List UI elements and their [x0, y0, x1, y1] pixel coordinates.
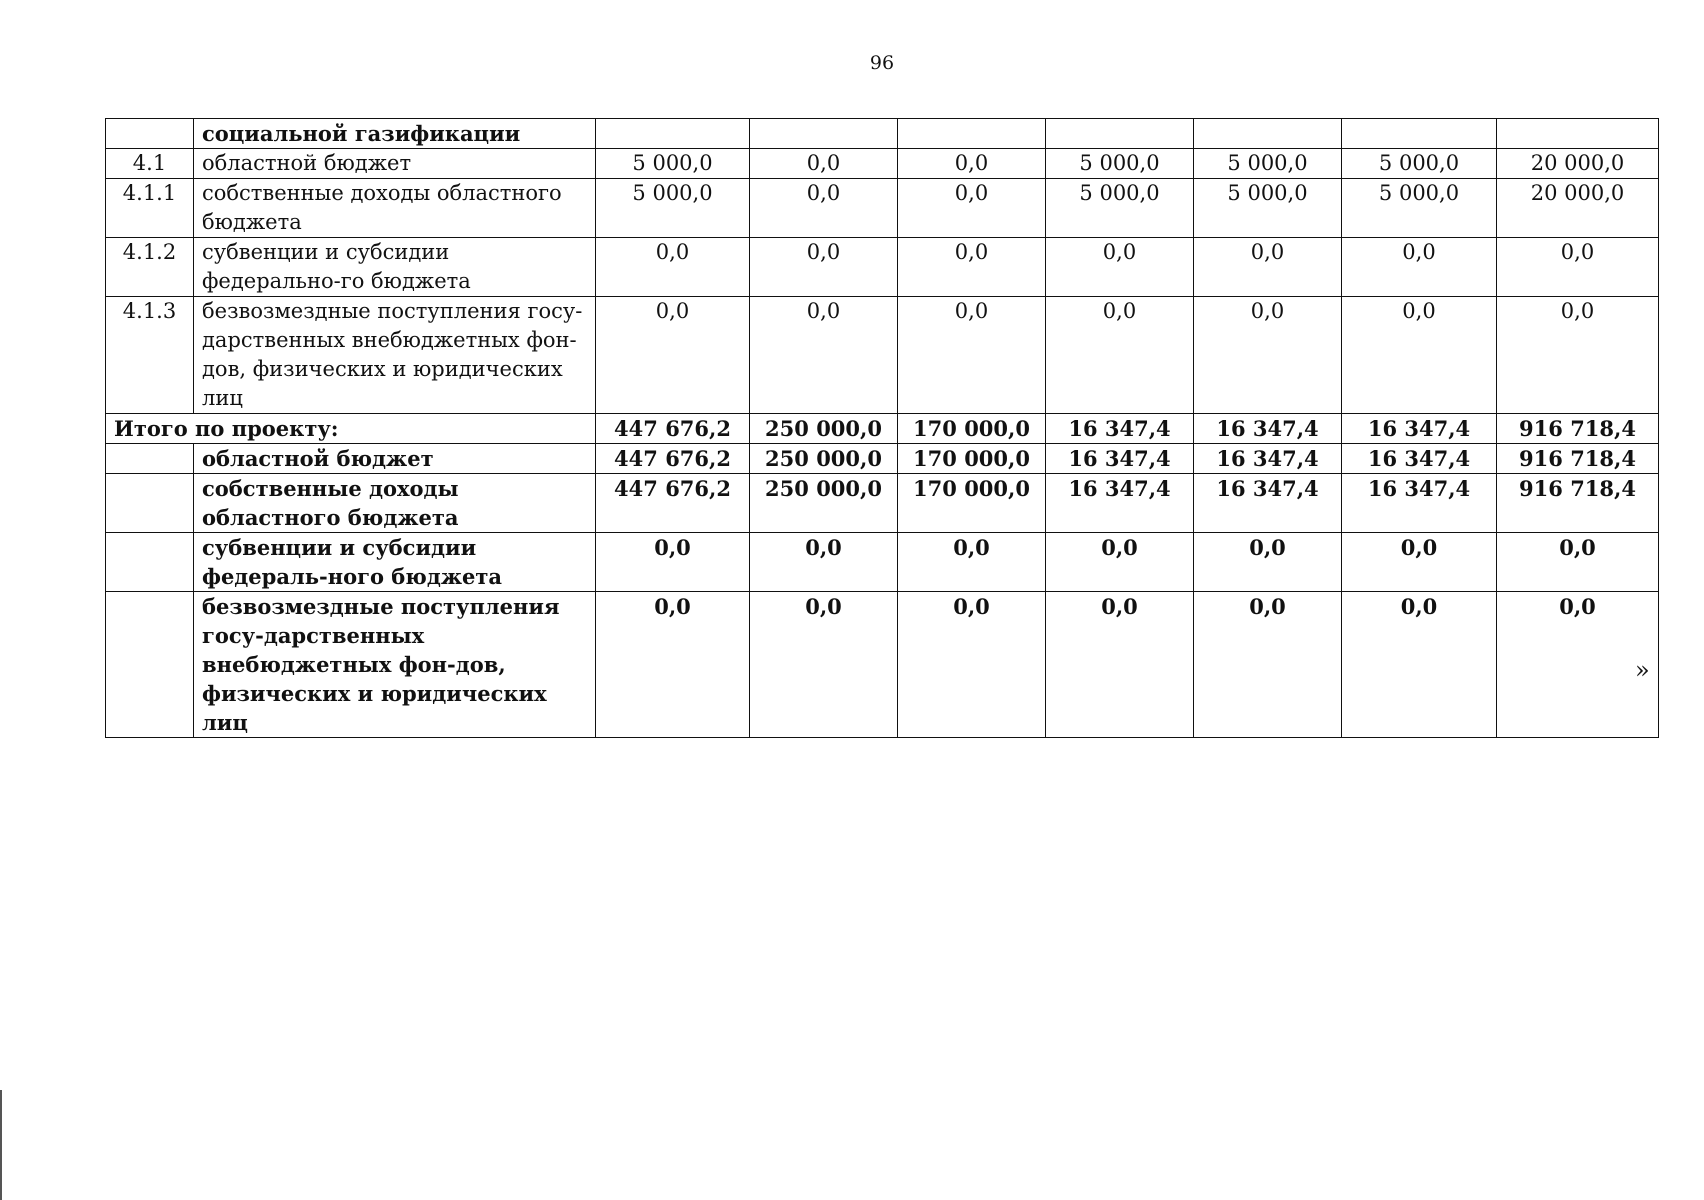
- row-value: 0,0: [750, 297, 898, 414]
- row-number: [106, 119, 194, 149]
- row-number: 4.1: [106, 149, 194, 179]
- total-label: Итого по проекту:: [106, 414, 596, 444]
- table-row: [106, 119, 1659, 149]
- total-breakdown-row: [106, 444, 1659, 474]
- total-value: 170 000,0: [898, 414, 1046, 444]
- budget-table: [105, 118, 1659, 738]
- row-value: 0,0: [898, 297, 1046, 414]
- breakdown-value: 0,0: [898, 533, 1046, 592]
- breakdown-value: 0,0: [1194, 533, 1342, 592]
- breakdown-value: 916 718,4: [1497, 444, 1659, 474]
- breakdown-value: 0,0: [596, 592, 750, 738]
- page-number: 96: [869, 52, 895, 74]
- breakdown-value: 170 000,0: [898, 474, 1046, 533]
- breakdown-value: 0,0: [1342, 592, 1497, 738]
- breakdown-value: 0,0: [1046, 592, 1194, 738]
- row-value: 0,0: [1497, 238, 1659, 297]
- breakdown-value: 0,0: [1046, 533, 1194, 592]
- breakdown-name: субвенции и субсидии федераль-ного бюджета: [194, 533, 596, 592]
- row-value: 0,0: [750, 149, 898, 179]
- row-value: 5 000,0: [1342, 149, 1497, 179]
- row-value: [750, 119, 898, 149]
- row-value: 5 000,0: [1194, 149, 1342, 179]
- row-value: 5 000,0: [596, 179, 750, 238]
- breakdown-value: 250 000,0: [750, 474, 898, 533]
- breakdown-value: 16 347,4: [1194, 474, 1342, 533]
- row-value: 0,0: [750, 238, 898, 297]
- breakdown-name: безвозмездные поступления госу-дарственных внебюджетных фон-дов, физических и юридических лиц: [194, 592, 596, 738]
- row-value: 0,0: [1046, 297, 1194, 414]
- table-row: [106, 179, 1659, 238]
- row-value: 20 000,0: [1497, 179, 1659, 238]
- row-name: субвенции и субсидии федерально-го бюджета: [194, 238, 596, 297]
- total-value: 16 347,4: [1046, 414, 1194, 444]
- total-breakdown-row: [106, 533, 1659, 592]
- breakdown-value: 447 676,2: [596, 444, 750, 474]
- row-number: 4.1.3: [106, 297, 194, 414]
- breakdown-value: 916 718,4: [1497, 474, 1659, 533]
- table-row: [106, 297, 1659, 414]
- row-number: 4.1.2: [106, 238, 194, 297]
- table-row: [106, 149, 1659, 179]
- breakdown-value: 0,0: [1497, 592, 1659, 738]
- total-value: 16 347,4: [1194, 414, 1342, 444]
- total-breakdown-row: [106, 592, 1659, 738]
- row-name: областной бюджет: [194, 149, 596, 179]
- breakdown-value: 0,0: [1194, 592, 1342, 738]
- breakdown-name: областной бюджет: [194, 444, 596, 474]
- row-value: [1342, 119, 1497, 149]
- row-value: 0,0: [596, 297, 750, 414]
- total-value: 250 000,0: [750, 414, 898, 444]
- row-value: 5 000,0: [1342, 179, 1497, 238]
- row-value: 0,0: [898, 149, 1046, 179]
- row-value: 0,0: [1194, 238, 1342, 297]
- breakdown-value: 16 347,4: [1194, 444, 1342, 474]
- row-value: [596, 119, 750, 149]
- breakdown-value: 16 347,4: [1342, 444, 1497, 474]
- total-value: 447 676,2: [596, 414, 750, 444]
- total-breakdown-row: [106, 474, 1659, 533]
- total-value: 16 347,4: [1342, 414, 1497, 444]
- row-value: 5 000,0: [596, 149, 750, 179]
- row-value: 5 000,0: [1046, 179, 1194, 238]
- row-name: собственные доходы областного бюджета: [194, 179, 596, 238]
- row-value: 5 000,0: [1194, 179, 1342, 238]
- row-value: 20 000,0: [1497, 149, 1659, 179]
- breakdown-value: 447 676,2: [596, 474, 750, 533]
- scan-edge-mark: [0, 1090, 2, 1200]
- row-value: [1046, 119, 1194, 149]
- breakdown-value: 0,0: [750, 592, 898, 738]
- row-number-empty: [106, 592, 194, 738]
- total-row: [106, 414, 1659, 444]
- row-number-empty: [106, 474, 194, 533]
- breakdown-value: 0,0: [596, 533, 750, 592]
- breakdown-value: 0,0: [750, 533, 898, 592]
- breakdown-name: собственные доходы областного бюджета: [194, 474, 596, 533]
- row-number-empty: [106, 533, 194, 592]
- breakdown-value: 16 347,4: [1046, 474, 1194, 533]
- breakdown-value: 170 000,0: [898, 444, 1046, 474]
- row-value: 0,0: [1194, 297, 1342, 414]
- row-value: 0,0: [1497, 297, 1659, 414]
- row-value: 0,0: [596, 238, 750, 297]
- row-value: 0,0: [898, 238, 1046, 297]
- row-value: 0,0: [750, 179, 898, 238]
- row-value: 0,0: [898, 179, 1046, 238]
- row-value: 5 000,0: [1046, 149, 1194, 179]
- row-value: [1194, 119, 1342, 149]
- breakdown-value: 16 347,4: [1342, 474, 1497, 533]
- breakdown-value: 0,0: [898, 592, 1046, 738]
- row-number-empty: [106, 444, 194, 474]
- row-value: [898, 119, 1046, 149]
- row-value: [1497, 119, 1659, 149]
- breakdown-value: 16 347,4: [1046, 444, 1194, 474]
- table-row: [106, 238, 1659, 297]
- breakdown-value: 0,0: [1497, 533, 1659, 592]
- row-number: 4.1.1: [106, 179, 194, 238]
- row-value: 0,0: [1046, 238, 1194, 297]
- table-body: [106, 119, 1659, 738]
- row-value: 0,0: [1342, 238, 1497, 297]
- breakdown-value: 250 000,0: [750, 444, 898, 474]
- closing-quote-mark: »: [1635, 656, 1650, 684]
- row-name: социальной газификации: [194, 119, 596, 149]
- total-value: 916 718,4: [1497, 414, 1659, 444]
- breakdown-value: 0,0: [1342, 533, 1497, 592]
- row-name: безвозмездные поступления госу-дарственных внебюджетных фон-дов, физических и юридических лиц: [194, 297, 596, 414]
- row-value: 0,0: [1342, 297, 1497, 414]
